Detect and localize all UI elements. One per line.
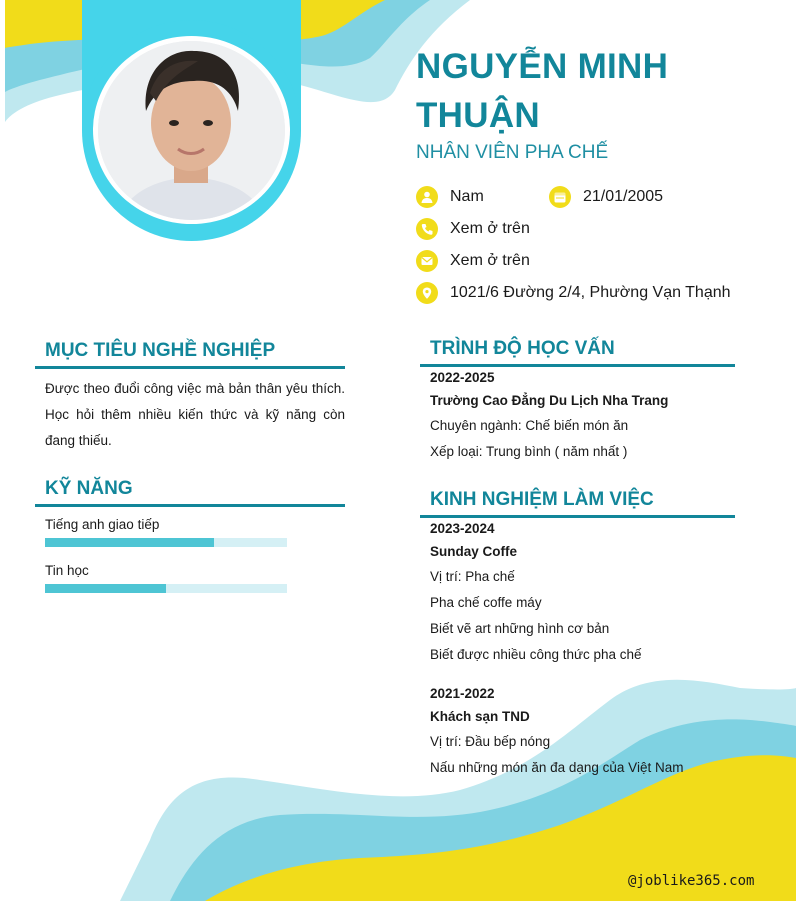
email-row	[416, 249, 530, 273]
job-detail: Vị trí: Đầu bếp nóng	[430, 734, 551, 749]
phone-value: Xem ở trên	[450, 220, 530, 237]
site-credit: @joblike365.com	[628, 873, 755, 889]
job-company: Sunday Coffe	[430, 544, 518, 559]
education-school: Trường Cao Đẳng Du Lịch Nha Trang	[430, 393, 669, 408]
skill-bar-fill	[45, 538, 214, 547]
profile-photo	[98, 41, 285, 220]
skills-title: KỸ NĂNG	[45, 478, 133, 499]
skill-name: Tiếng anh giao tiếp	[45, 517, 160, 532]
skill-bar	[45, 538, 287, 547]
objective-divider	[35, 366, 345, 369]
email-value: Xem ở trên	[450, 252, 530, 269]
calendar-icon	[549, 186, 571, 208]
objective-title: MỤC TIÊU NGHỀ NGHIỆP	[45, 340, 276, 361]
mail-icon	[416, 250, 438, 272]
job-detail: Biết được nhiều công thức pha chế	[430, 647, 642, 662]
dob-value: 21/01/2005	[583, 188, 664, 205]
location-pin-icon	[416, 282, 438, 304]
education-grade: Xếp loại: Trung bình ( năm nhất )	[430, 444, 628, 459]
experience-divider	[420, 515, 735, 518]
job-company: Khách sạn TND	[430, 709, 530, 724]
job-detail: Vị trí: Pha chế	[430, 569, 515, 584]
person-icon	[416, 186, 438, 208]
person-name: NGUYỄN MINH THUẬN	[416, 47, 669, 135]
education-period: 2022-2025	[430, 370, 495, 385]
objective-text: Được theo đuổi công việc mà bản thân yêu thích. Học hỏi thêm nhiều kiến thức và kỹ năng còn đang thiếu.	[45, 381, 345, 448]
skill-name: Tin học	[45, 563, 89, 578]
skill-bar-fill	[45, 584, 166, 593]
dob-row	[549, 185, 663, 209]
education-major: Chuyên ngành: Chế biến món ăn	[430, 418, 629, 433]
job-period: 2023-2024	[430, 521, 495, 536]
skill-bar	[45, 584, 287, 593]
phone-row	[416, 217, 530, 241]
job-title: NHÂN VIÊN PHA CHẾ	[416, 142, 609, 163]
job-detail: Pha chế coffe máy	[430, 595, 542, 610]
gender-row	[416, 185, 484, 209]
address-value: 1021/6 Đường 2/4, Phường Vạn Thạnh	[450, 284, 731, 301]
job-detail: Biết vẽ art những hình cơ bản	[430, 621, 610, 636]
job-period: 2021-2022	[430, 686, 495, 701]
job-detail: Nấu những món ăn đa dạng của Việt Nam	[430, 760, 684, 775]
skills-divider	[35, 504, 345, 507]
experience-title: KINH NGHIỆM LÀM VIỆC	[430, 489, 654, 510]
address-row	[416, 281, 731, 305]
phone-icon	[416, 218, 438, 240]
education-title: TRÌNH ĐỘ HỌC VẤN	[430, 338, 615, 359]
gender-value: Nam	[450, 188, 484, 205]
education-divider	[420, 364, 735, 367]
